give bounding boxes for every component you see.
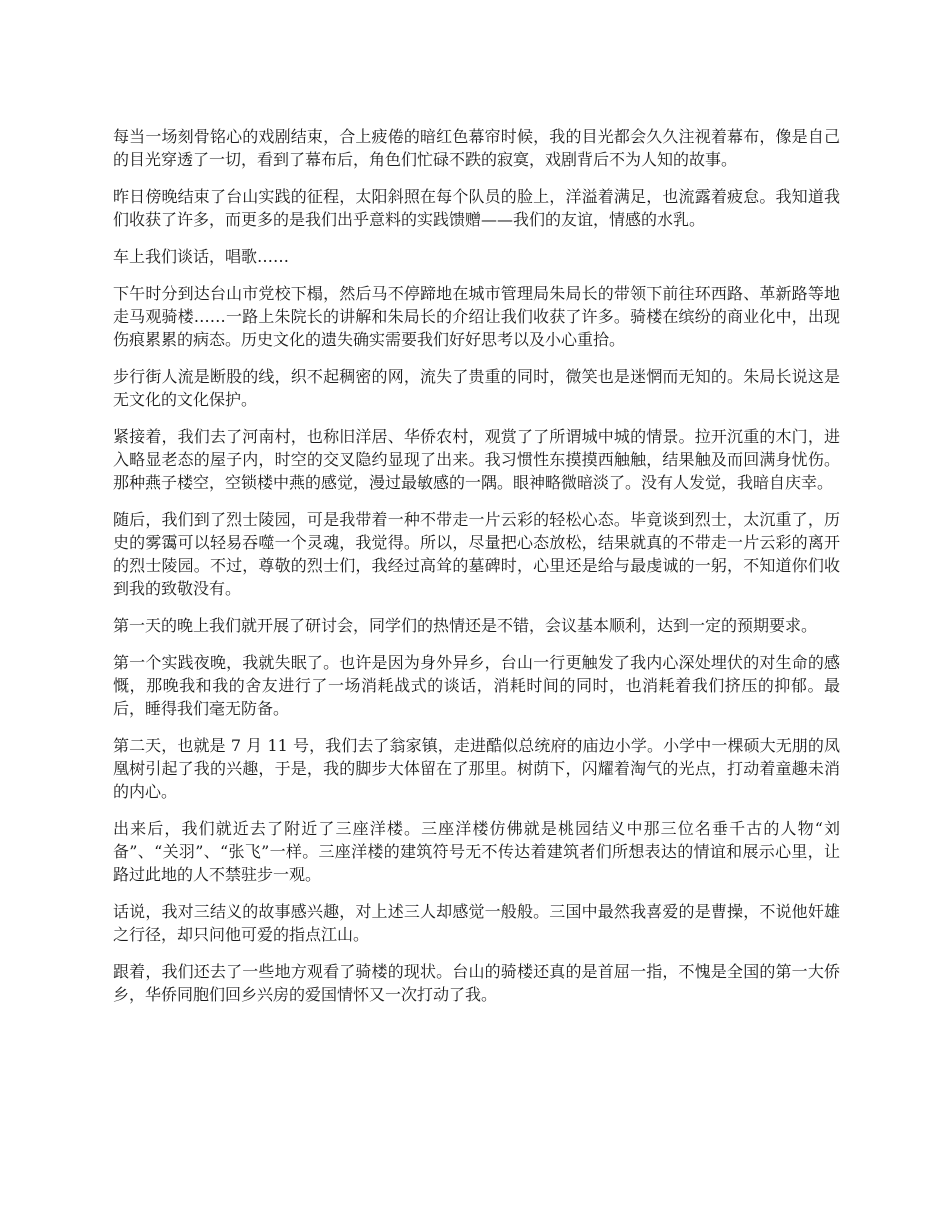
paragraph-1: 每当一场刻骨铭心的戏剧结束，合上疲倦的暗红色幕帘时候，我的目光都会久久注视着幕布，像是自己的目光穿透了一切，看到了幕布后，角色们忙碌不跌的寂寞，戏剧背后不为人知的故事。 [113,127,840,169]
paragraph-11: 出来后，我们就近去了附近了三座洋楼。三座洋楼仿佛就是桃园结义中那三位名垂千古的人物“刘备”、“关羽”、“张飞”一样。三座洋楼的建筑符号无不传达着建筑者们所想表达的情谊和展示心里，让路过此地的人不禁驻步一观。 [113,819,840,884]
paragraph-6: 紧接着，我们去了河南村，也称旧洋居、华侨农村，观赏了了所谓城中城的情景。拉开沉重的木门，进入略显老态的屋子内，时空的交叉隐约显现了出来。我习惯性东摸摸西触触，结果触及而回满身忧伤。那种燕子楼空，空锁楼中燕的感觉，漫过最敏感的一隅。眼神略微暗淡了。没有人发觉，我暗自庆幸。 [113,427,840,492]
paragraph-3: 车上我们谈话，唱歌…… [113,247,290,266]
paragraph-2: 昨日傍晚结束了台山实践的征程，太阳斜照在每个队员的脸上，洋溢着满足，也流露着疲怠。我知道我们收获了许多，而更多的是我们出乎意料的实践馈赠——我们的友谊，情感的水乳。 [113,187,840,229]
paragraph-13: 跟着，我们还去了一些地方观看了骑楼的现状。台山的骑楼还真的是首屈一指，不愧是全国的第一大侨乡，华侨同胞们回乡兴房的爱国情怀又一次打动了我。 [113,962,840,1004]
paragraph-9: 第一个实践夜晚，我就失眠了。也许是因为身外异乡，台山一行更触发了我内心深处埋伏的对生命的感慨，那晚我和我的舍友进行了一场消耗战式的谈话，消耗时间的同时，也消耗着我们挤压的抑郁。最后，睡得我们毫无防备。 [113,653,840,718]
paragraph-10: 第二天，也就是 7 月 11 号，我们去了翁家镇，走进酷似总统府的庙边小学。小学中一棵硕大无朋的凤凰树引起了我的兴趣，于是，我的脚步大体留在了那里。树荫下，闪耀着淘气的光点，打动着童趣未消的内心。 [113,736,840,801]
paragraph-5: 步行街人流是断股的线，织不起稠密的网，流失了贵重的同时，微笑也是迷惘而无知的。朱局长说这是无文化的文化保护。 [113,367,840,409]
paragraph-4: 下午时分到达台山市党校下榻，然后马不停蹄地在城市管理局朱局长的带领下前往环西路、革新路等地走马观骑楼……一路上朱院长的讲解和朱局长的介绍让我们收获了许多。骑楼在缤纷的商业化中，出现伤痕累累的病态。历史文化的遗失确实需要我们好好思考以及小心重拾。 [113,284,840,349]
document-body [113,125,840,1020]
paragraph-12: 话说，我对三结义的故事感兴趣，对上述三人却感觉一般般。三国中最然我喜爱的是曹操，不说他奸雄之行径，却只问他可爱的指点江山。 [113,902,840,944]
paragraph-7: 随后，我们到了烈士陵园，可是我带着一种不带走一片云彩的轻松心态。毕竟谈到烈士，太沉重了，历史的雾霭可以轻易吞噬一个灵魂，我觉得。所以，尽量把心态放松，结果就真的不带走一片云彩的离开的烈士陵园。不过，尊敬的烈士们，我经过高耸的墓碑时，心里还是给与最虔诚的一躬，不知道你们收到我的致敬没有。 [113,510,840,598]
paragraph-8: 第一天的晚上我们就开展了研讨会，同学们的热情还是不错，会议基本顺利，达到一定的预期要求。 [113,616,818,635]
